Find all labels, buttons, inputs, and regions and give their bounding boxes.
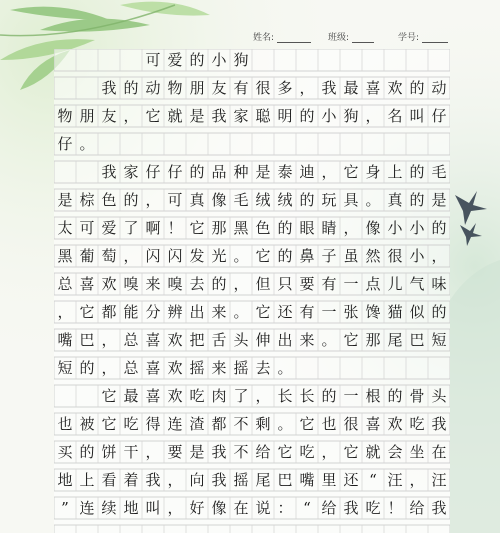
grid-char: 短 (431, 331, 447, 349)
grid-char: 要 (299, 275, 315, 293)
grid-char: 头 (431, 387, 447, 405)
grid-char: 干 (123, 443, 139, 461)
grid-char: 总 (123, 331, 139, 349)
student-info-header (0, 30, 500, 48)
grid-char: 馋 (365, 303, 381, 321)
grid-char: 气 (409, 275, 425, 293)
grid-char: 一 (321, 303, 337, 321)
grid-char: 似 (409, 303, 425, 321)
grid-char: 子 (321, 247, 337, 265)
grid-char: 家 (233, 107, 249, 125)
grid-char: 朋 (79, 107, 95, 125)
grid-char: ， (233, 275, 249, 293)
grid-char: 有 (299, 303, 315, 321)
grid-char: 很 (387, 247, 403, 265)
grid-char: 给 (255, 443, 271, 461)
grid-char: 像 (211, 191, 227, 209)
grid-char: 它 (343, 443, 359, 461)
grid-char: 泰 (277, 163, 293, 181)
grid-char: 绒 (255, 191, 271, 209)
grid-char: 地 (57, 471, 73, 489)
grid-char: ， (321, 163, 337, 181)
grid-char: 来 (211, 303, 227, 321)
essay-line (54, 77, 450, 99)
grid-char: 小 (409, 219, 425, 237)
grid-char: 的 (299, 107, 315, 125)
grid-char: 的 (189, 51, 205, 69)
grid-char: 在 (431, 443, 447, 461)
grid-char: 我 (431, 415, 447, 433)
grid-char: 那 (365, 331, 381, 349)
grid-char: 了 (123, 219, 139, 237)
grid-char: 巴 (277, 471, 293, 489)
grid-char: 喜 (145, 359, 161, 377)
grid-char: ” (61, 499, 69, 517)
grid-char: 玩 (321, 191, 337, 209)
grid-char: 啊 (145, 219, 161, 237)
grid-char: 猫 (387, 303, 403, 321)
grid-char: 毛 (233, 191, 249, 209)
grid-char: 具 (343, 191, 359, 209)
grid-char: 。 (233, 247, 249, 265)
grid-char: 是 (255, 163, 271, 181)
grid-char: 物 (57, 107, 73, 125)
grid-char: 的 (189, 163, 205, 181)
grid-char: 它 (255, 247, 271, 265)
grid-char: ， (409, 471, 425, 489)
essay-line (54, 189, 450, 211)
grid-char: 小 (409, 247, 425, 265)
grid-char: 家 (123, 163, 139, 181)
grid-char: 去 (255, 359, 271, 377)
grid-char: 的 (277, 247, 293, 265)
grid-char: 连 (167, 415, 183, 433)
grid-char: 毛 (431, 163, 447, 181)
grid-char: 棕 (79, 191, 95, 209)
grid-char: 友 (211, 79, 227, 97)
grid-char: 坐 (409, 443, 425, 461)
grid-char: 萄 (101, 247, 117, 265)
grid-char: 来 (145, 275, 161, 293)
grid-char: 它 (101, 415, 117, 433)
grid-char: 喜 (365, 415, 381, 433)
grid-char: 还 (343, 471, 359, 489)
grid-char: 我 (431, 499, 447, 517)
grid-char: 剩 (255, 415, 271, 433)
grid-char: 物 (167, 79, 183, 97)
grid-char: 饼 (101, 443, 117, 461)
grid-char: 聪 (255, 107, 271, 125)
grid-char: 连 (79, 499, 95, 517)
grid-char: “ (369, 471, 377, 489)
grid-char: 吃 (189, 387, 205, 405)
grid-char: ！ (387, 499, 403, 517)
grid-char: 的 (277, 219, 293, 237)
grid-char: 嗅 (167, 275, 183, 293)
grid-char: 。 (277, 359, 293, 377)
grid-char: 真 (189, 191, 205, 209)
grid-char: 很 (255, 79, 271, 97)
grid-char: 短 (57, 359, 73, 377)
grid-char: 根 (365, 387, 381, 405)
grid-char: 也 (321, 415, 337, 433)
grid-char: 说 (255, 499, 271, 517)
grid-char: 仔 (57, 135, 73, 153)
grid-char: 喜 (365, 79, 381, 97)
grid-char: 不 (233, 443, 249, 461)
grid-char: 身 (365, 163, 381, 181)
student-id-label: 学号: (398, 33, 420, 43)
grid-char: 一 (343, 275, 359, 293)
grid-char: 品 (211, 163, 227, 181)
grid-char: 最 (123, 387, 139, 405)
grid-char: 光 (211, 247, 227, 265)
grid-char: 眼 (299, 219, 315, 237)
grid-char: 绒 (277, 191, 293, 209)
grid-char: 出 (189, 303, 205, 321)
grid-char: 葡 (79, 247, 95, 265)
grid-char: 友 (101, 107, 117, 125)
grid-char: 种 (233, 163, 249, 181)
grid-char: 张 (343, 303, 359, 321)
grid-char: ： (277, 499, 293, 517)
grid-char: 我 (211, 443, 227, 461)
grid-char: 像 (211, 499, 227, 517)
grid-char: 闪 (167, 247, 183, 265)
grid-char: 然 (365, 247, 381, 265)
grid-char: 色 (255, 219, 271, 237)
grid-char: 总 (57, 275, 73, 293)
grid-char: ， (167, 499, 183, 517)
grid-char: 出 (277, 331, 293, 349)
grid-char: 的 (409, 79, 425, 97)
grid-char: 它 (101, 387, 117, 405)
grid-char: 吃 (299, 443, 315, 461)
grid-char: 去 (189, 275, 205, 293)
grid-char: 小 (387, 219, 403, 237)
grid-char: ， (123, 107, 139, 125)
grid-char: 会 (387, 443, 403, 461)
grid-char: 都 (101, 303, 117, 321)
grid-char: 欢 (167, 387, 183, 405)
grid-char: 它 (277, 443, 293, 461)
grid-char: 吃 (409, 415, 425, 433)
grid-char: 的 (123, 79, 139, 97)
grid-char: 鼻 (299, 247, 315, 265)
grid-char: 明 (277, 107, 293, 125)
grid-char: ， (57, 303, 73, 321)
grid-char: 是 (189, 443, 205, 461)
grid-char: 伸 (255, 331, 271, 349)
grid-char: 续 (101, 499, 117, 517)
grid-char: 的 (387, 387, 403, 405)
grid-char: 也 (57, 415, 73, 433)
essay-line (54, 357, 450, 379)
grid-char: 上 (387, 163, 403, 181)
essay-line (54, 105, 450, 127)
grid-char: 点 (365, 275, 381, 293)
grid-char: 可 (167, 191, 183, 209)
grid-char: 摇 (233, 471, 249, 489)
grid-char: ， (343, 219, 359, 237)
grid-char: ， (145, 443, 161, 461)
grid-char: 只 (277, 275, 293, 293)
grid-char: 仔 (167, 163, 183, 181)
grid-char: 迪 (299, 163, 315, 181)
grid-char: 的 (123, 191, 139, 209)
grid-char: 上 (79, 471, 95, 489)
grid-char: 的 (79, 443, 95, 461)
grid-char: 的 (409, 163, 425, 181)
grid-char: 来 (211, 359, 227, 377)
grid-char: 名 (387, 107, 403, 125)
name-field[interactable] (253, 30, 311, 43)
essay-line (54, 161, 450, 183)
grid-char: 摇 (233, 359, 249, 377)
grid-char: 向 (189, 471, 205, 489)
grid-char: 最 (343, 79, 359, 97)
grid-char: 我 (343, 499, 359, 517)
grid-char: 的 (431, 303, 447, 321)
grid-char: 有 (321, 275, 337, 293)
essay-line (54, 469, 450, 491)
grid-char: 仔 (431, 107, 447, 125)
grid-char: ！ (167, 219, 183, 237)
grid-char: ， (365, 107, 381, 125)
grid-char: 喜 (145, 331, 161, 349)
composition-grid-paper (54, 49, 450, 533)
grid-char: 欢 (167, 359, 183, 377)
grid-char: 我 (211, 471, 227, 489)
grid-char: 叫 (409, 107, 425, 125)
grid-char: 给 (409, 499, 425, 517)
grid-char: 地 (123, 499, 139, 517)
grid-char: 欢 (101, 275, 117, 293)
grid-char: 的 (299, 191, 315, 209)
grid-char: 的 (409, 191, 425, 209)
grid-char: 肉 (211, 387, 227, 405)
grid-char: 还 (277, 303, 293, 321)
grid-char: 朋 (189, 79, 205, 97)
grid-char: 它 (79, 303, 95, 321)
grid-char: 都 (211, 415, 227, 433)
grid-char: 的 (431, 219, 447, 237)
grid-char: 有 (233, 79, 249, 97)
grid-char: 它 (343, 331, 359, 349)
grid-char: 太 (57, 219, 73, 237)
grid-char: 欢 (387, 79, 403, 97)
grid-char: ， (167, 471, 183, 489)
grid-char: 吃 (123, 415, 139, 433)
grid-char: 汪 (387, 471, 403, 489)
grid-char: 发 (189, 247, 205, 265)
grid-char: 。 (79, 135, 95, 153)
grid-char: 小 (321, 107, 337, 125)
grid-char: 它 (189, 219, 205, 237)
grid-char: 它 (343, 163, 359, 181)
grid-char: 。 (233, 303, 249, 321)
essay-line (54, 273, 450, 295)
grid-char: ， (321, 443, 337, 461)
grid-char: 狗 (343, 107, 359, 125)
grid-char: 尾 (387, 331, 403, 349)
name-label: 姓名: (253, 33, 275, 43)
grid-char: 欢 (387, 415, 403, 433)
grid-char: 一 (343, 387, 359, 405)
essay-line (54, 133, 450, 155)
grid-char: 仔 (145, 163, 161, 181)
grid-char: ， (255, 387, 271, 405)
class-field[interactable] (328, 30, 374, 43)
grid-char: 得 (145, 415, 161, 433)
grid-char: 长 (299, 387, 315, 405)
grid-char: 的 (79, 359, 95, 377)
grid-char: 就 (365, 443, 381, 461)
grid-char: 那 (211, 219, 227, 237)
grid-char: 我 (101, 163, 117, 181)
grid-char: 我 (101, 79, 117, 97)
grid-char: 像 (365, 219, 381, 237)
grid-char: 可 (145, 51, 161, 69)
grid-char: ， (431, 247, 447, 265)
grid-char: 嘴 (299, 471, 315, 489)
essay-title (54, 49, 450, 71)
grid-char: 虽 (343, 247, 359, 265)
grid-char: 吃 (365, 499, 381, 517)
essay-line (54, 441, 450, 463)
grid-char: 味 (431, 275, 447, 293)
grid-char: 分 (145, 303, 161, 321)
grid-char: 着 (123, 471, 139, 489)
grid-char: 叫 (145, 499, 161, 517)
grid-char: 总 (123, 359, 139, 377)
grid-char: 爱 (101, 219, 117, 237)
essay-line (54, 301, 450, 323)
grid-char: 。 (277, 415, 293, 433)
essay-line (54, 217, 450, 239)
grid-char: 辨 (167, 303, 183, 321)
grid-char: 好 (189, 499, 205, 517)
grid-char: 动 (431, 79, 447, 97)
essay-line (54, 245, 450, 267)
grid-char: 的 (321, 387, 337, 405)
grid-char: 巴 (79, 331, 95, 349)
grid-char: 动 (145, 79, 161, 97)
grid-char: 是 (189, 107, 205, 125)
essay-line (54, 385, 450, 407)
grid-char: 色 (101, 191, 117, 209)
grid-char: ， (123, 247, 139, 265)
grid-char: 里 (321, 471, 337, 489)
grid-char: 儿 (387, 275, 403, 293)
grid-char: 它 (145, 107, 161, 125)
grid-char: 看 (101, 471, 117, 489)
grid-char: 。 (321, 331, 337, 349)
grid-char: 能 (123, 303, 139, 321)
grid-char: 给 (321, 499, 337, 517)
grid-char: 。 (365, 191, 381, 209)
grid-char: 狗 (233, 51, 249, 69)
grid-char: 骨 (409, 387, 425, 405)
grid-char: 它 (299, 415, 315, 433)
grid-char: 的 (211, 275, 227, 293)
grid-char: 被 (79, 415, 95, 433)
grid-char: 来 (299, 331, 315, 349)
grid-char: 但 (255, 275, 271, 293)
grid-char: 是 (431, 191, 447, 209)
grid-char: 小 (211, 51, 227, 69)
grid-char: 嗅 (123, 275, 139, 293)
class-label: 班级: (328, 33, 350, 43)
grid-char: 我 (211, 107, 227, 125)
grid-char: 喜 (79, 275, 95, 293)
student-id-field[interactable] (398, 30, 448, 43)
grid-char: 可 (79, 219, 95, 237)
grid-char: 渣 (189, 415, 205, 433)
grid-char: 就 (167, 107, 183, 125)
grid-char: 汪 (431, 471, 447, 489)
grid-char: 巴 (409, 331, 425, 349)
grid-char: 爱 (167, 51, 183, 69)
grid-char: 头 (233, 331, 249, 349)
grid-char: 喜 (145, 387, 161, 405)
grid-char: 摇 (189, 359, 205, 377)
grid-char: 是 (57, 191, 73, 209)
grid-char: 尾 (255, 471, 271, 489)
grid-char: 嘴 (57, 331, 73, 349)
grid-char: 把 (189, 331, 205, 349)
essay-line (54, 497, 450, 519)
grid-char: 多 (277, 79, 293, 97)
grid-char: 黑 (57, 247, 73, 265)
grid-char: ， (145, 191, 161, 209)
grid-char: 闪 (145, 247, 161, 265)
grid-char: 在 (233, 499, 249, 517)
grid-char: 很 (343, 415, 359, 433)
grid-char: 黑 (233, 219, 249, 237)
grid-char: 买 (57, 443, 73, 461)
grid-char: 要 (167, 443, 183, 461)
grid-char: 睛 (321, 219, 337, 237)
grid-char: 我 (145, 471, 161, 489)
grid-char: 舌 (211, 331, 227, 349)
essay-line (54, 329, 450, 351)
grid-char: 了 (233, 387, 249, 405)
grid-char: 欢 (167, 331, 183, 349)
grid-char: 我 (321, 79, 337, 97)
grid-char: 它 (255, 303, 271, 321)
grid-char: 长 (277, 387, 293, 405)
grid-char: ， (299, 79, 315, 97)
grid-char: ， (101, 359, 117, 377)
grid-char: “ (303, 499, 311, 517)
grid-char: 真 (387, 191, 403, 209)
essay-line (54, 413, 450, 435)
grid-char: ， (101, 331, 117, 349)
grid-char: 不 (233, 415, 249, 433)
